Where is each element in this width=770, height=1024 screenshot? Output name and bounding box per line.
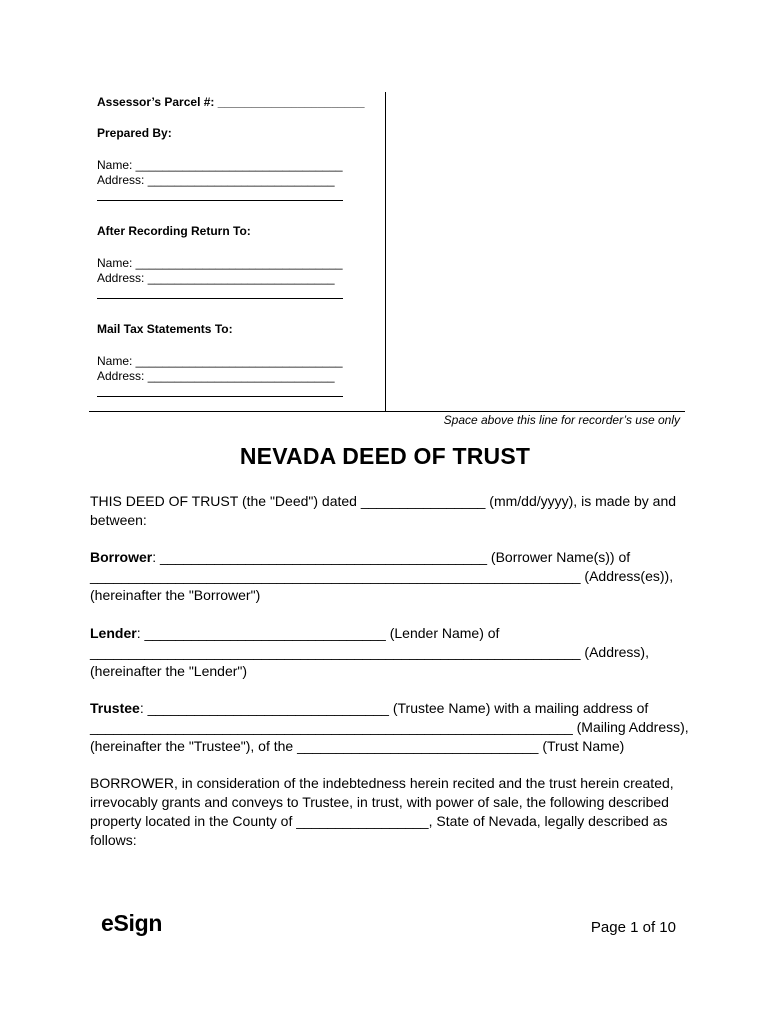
conveyance-paragraph — [90, 774, 690, 850]
recorder-divider — [89, 411, 685, 412]
recorder-note: Space above this line for recorder’s use only — [443, 413, 680, 427]
intro-paragraph — [90, 492, 690, 530]
lender-paragraph — [90, 624, 690, 681]
trustee-name-field[interactable]: : _______________________________ (Trustee Name) with a mailing address of — [139, 700, 649, 716]
trustee-paragraph — [90, 699, 690, 756]
mail-tax-address-line2[interactable] — [97, 396, 343, 397]
intro-line-1[interactable]: THIS DEED OF TRUST (the "Deed") dated ________________ (mm/dd/yyyy), is made by and — [90, 493, 677, 509]
prepared-by-address-field[interactable]: Address: ____________________________ — [97, 173, 335, 187]
prepared-by-address-line2[interactable] — [97, 200, 343, 201]
lender-hereinafter: (hereinafter the "Lender") — [90, 663, 248, 679]
parcel-field[interactable]: Assessor’s Parcel #: ______________________ — [97, 95, 365, 109]
conveyance-line-4: follows: — [90, 832, 137, 848]
intro-line-2: between: — [90, 512, 147, 528]
esign-logo: eSign — [101, 910, 163, 936]
page-number: Page 1 of 10 — [590, 919, 676, 936]
trustee-label: Trustee — [90, 700, 140, 716]
recorder-box — [97, 92, 386, 412]
borrower-paragraph — [90, 548, 690, 605]
trustee-trust-name-field[interactable]: (hereinafter the "Trustee"), of the _______________________________ (Trust Name) — [90, 738, 625, 754]
conveyance-line-2: irrevocably grants and conveys to Trustee, in trust, with power of sale, the following described — [90, 794, 669, 810]
mail-tax-name-field[interactable]: Name: _______________________________ — [97, 354, 343, 368]
lender-label: Lender — [90, 625, 137, 641]
borrower-hereinafter: (hereinafter the "Borrower") — [90, 587, 261, 603]
after-recording-address-line2[interactable] — [97, 298, 343, 299]
after-recording-heading: After Recording Return To: — [97, 224, 251, 238]
prepared-by-name-field[interactable]: Name: _______________________________ — [97, 158, 343, 172]
prepared-by-heading: Prepared By: — [97, 126, 172, 140]
borrower-label: Borrower — [90, 549, 153, 565]
lender-name-field[interactable]: : _______________________________ (Lender Name) of — [136, 625, 500, 641]
conveyance-line-1: BORROWER, in consideration of the indebtedness herein recited and the trust herein created, — [90, 775, 674, 791]
conveyance-county-field[interactable]: property located in the County of _________________, State of Nevada, legally described as — [90, 813, 668, 829]
page-title: NEVADA DEED OF TRUST — [239, 443, 531, 469]
after-recording-name-field[interactable]: Name: _______________________________ — [97, 256, 343, 270]
mail-tax-heading: Mail Tax Statements To: — [97, 322, 233, 336]
borrower-address-field[interactable]: _______________________________________________________________ (Address(es)), — [90, 568, 674, 584]
trustee-address-field[interactable]: ______________________________________________________________ (Mailing Address), — [90, 719, 689, 735]
after-recording-address-field[interactable]: Address: ____________________________ — [97, 271, 335, 285]
mail-tax-address-field[interactable]: Address: ____________________________ — [97, 369, 335, 383]
borrower-name-field[interactable]: : __________________________________________ (Borrower Name(s)) of — [152, 549, 631, 565]
lender-address-field[interactable]: _______________________________________________________________ (Address), — [90, 644, 649, 660]
